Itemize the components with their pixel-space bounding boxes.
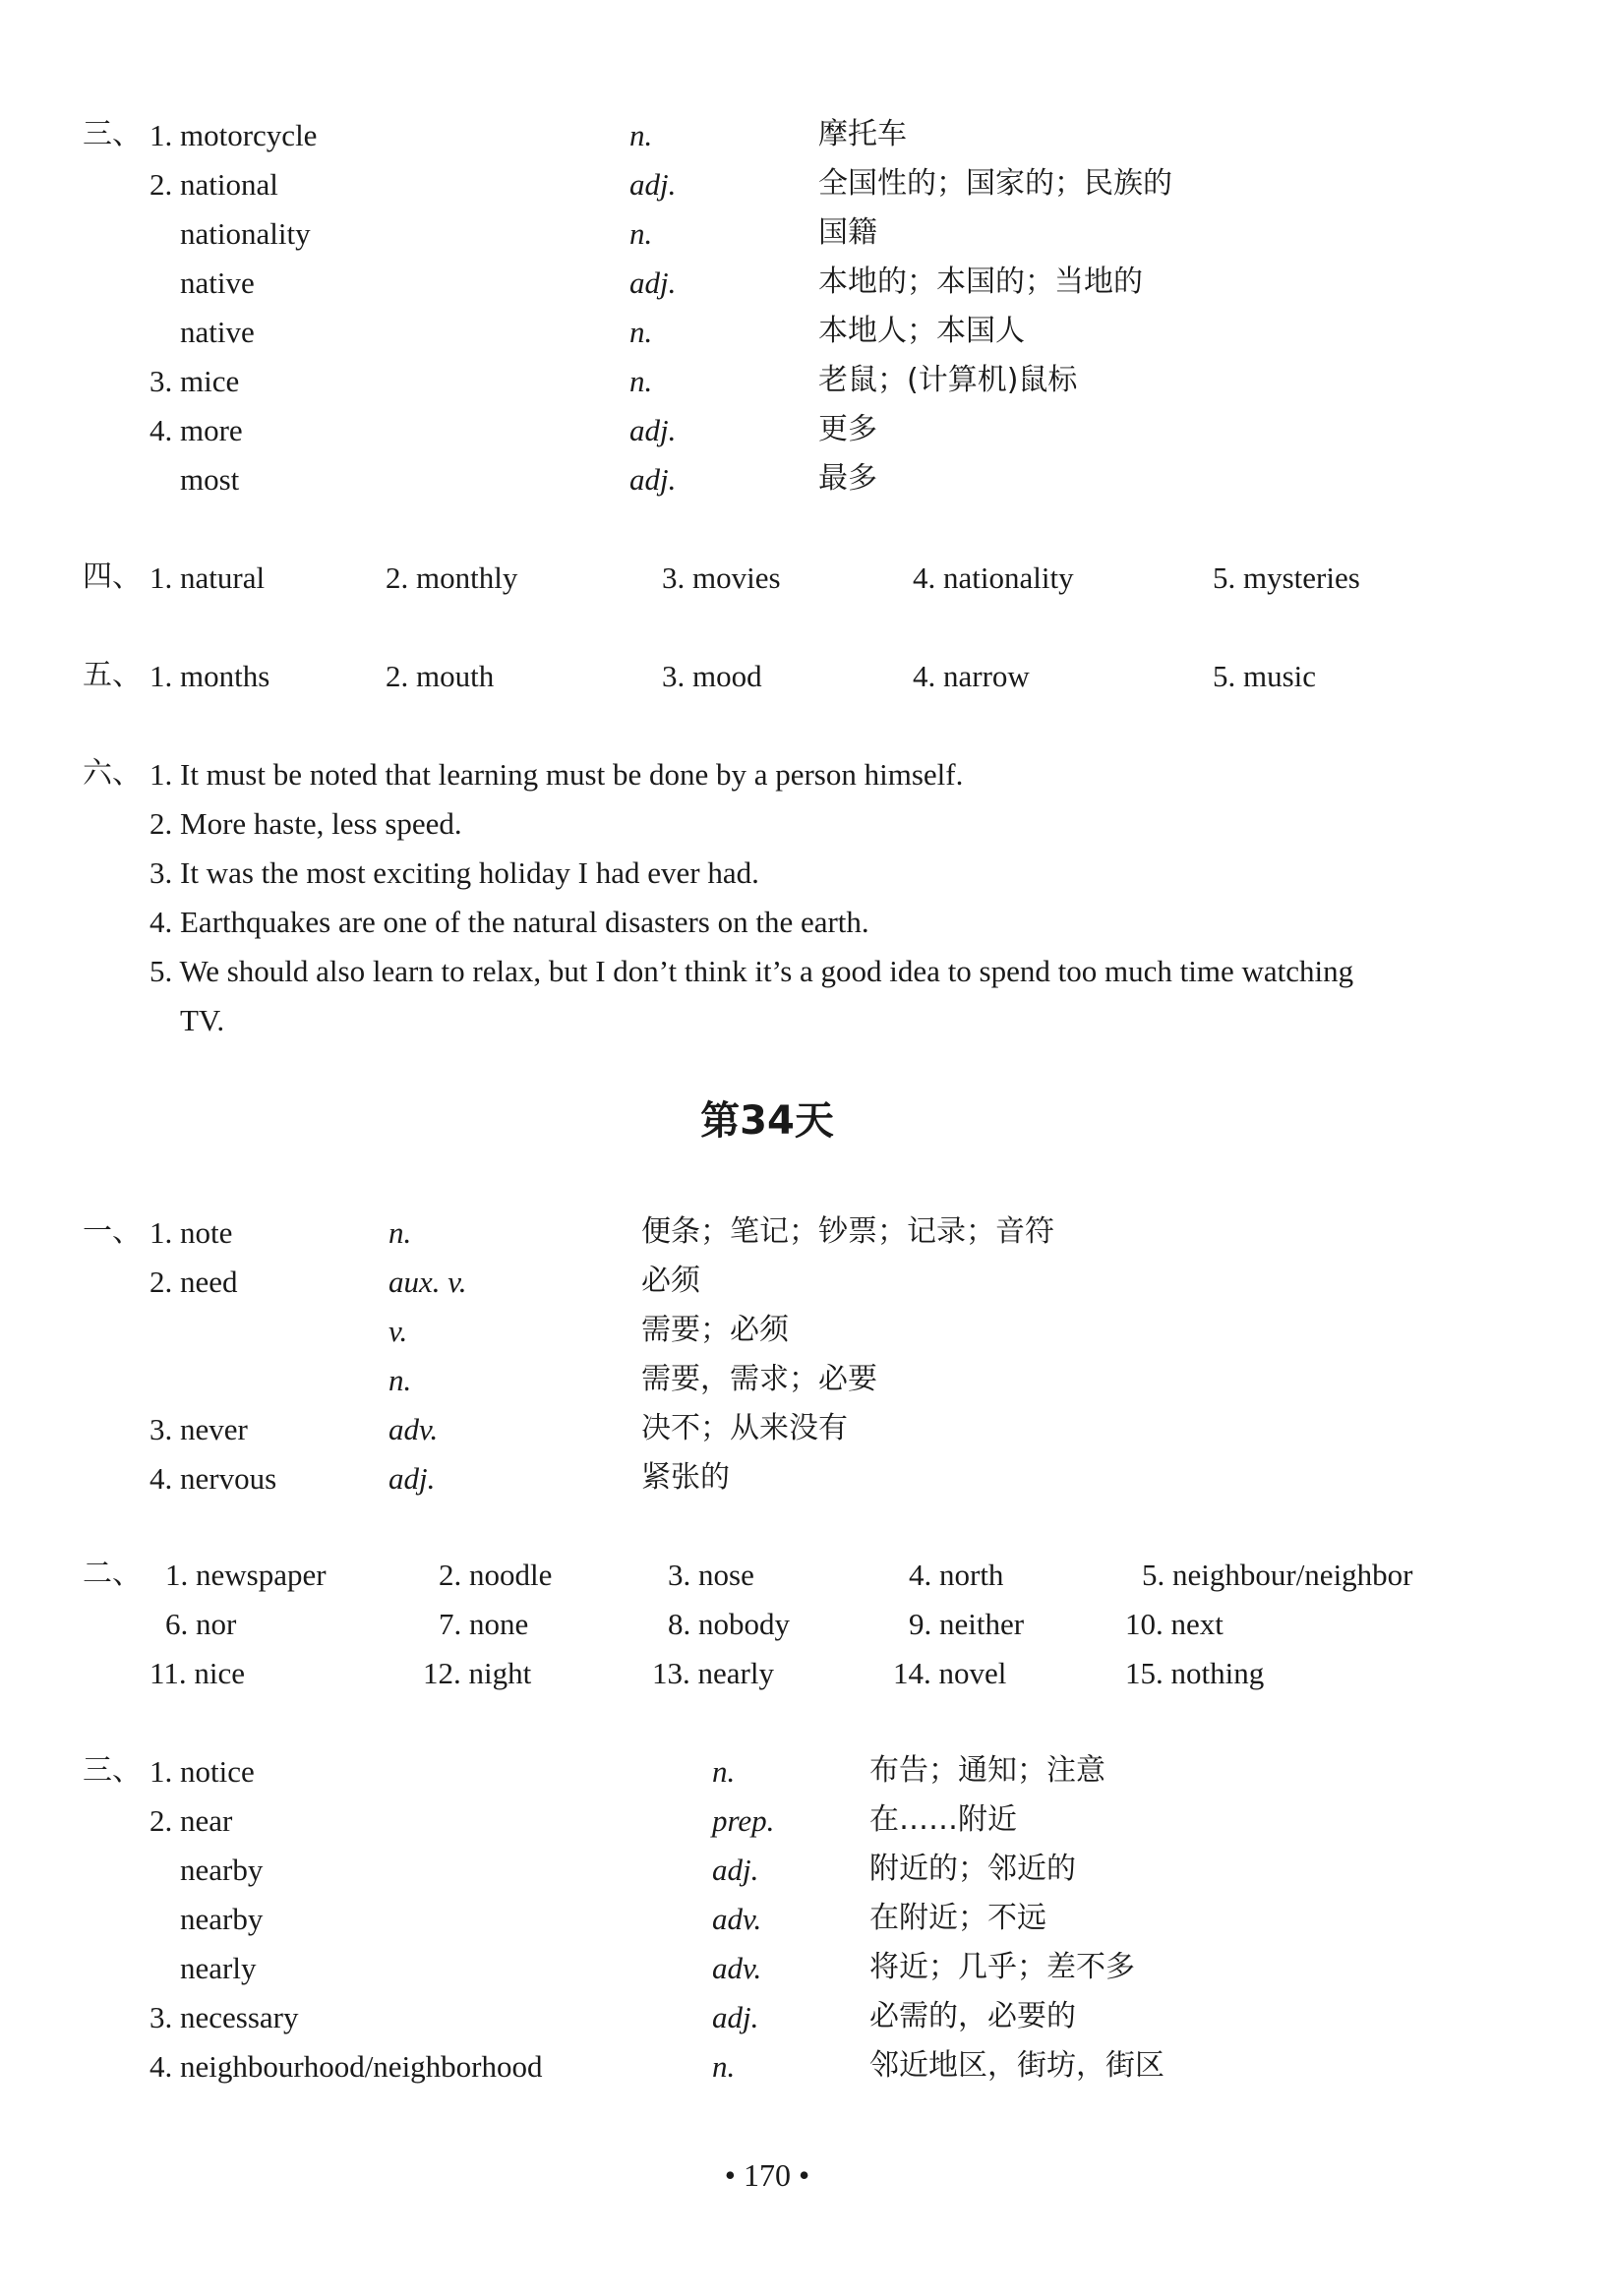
item-number: 4. xyxy=(149,413,173,447)
vocab-word: never xyxy=(180,1412,248,1446)
answer-item: 6. nor xyxy=(165,1607,237,1641)
vocab-row xyxy=(0,1411,1534,1463)
chinese-meaning: 必需的，必要的 xyxy=(869,1999,1076,2033)
vocab-word: nervous xyxy=(180,1461,277,1496)
answer-item: 1. natural xyxy=(149,560,266,595)
part-of-speech: n. xyxy=(712,2049,736,2084)
part-of-speech: n. xyxy=(388,1363,412,1397)
vocab-row xyxy=(0,314,1534,366)
section-label: 一、 xyxy=(83,1214,142,1249)
sentence-text: 3. It was the most exciting holiday I had ever had. xyxy=(149,855,759,890)
answer-item: 4. north xyxy=(909,1558,1004,1592)
vocab-word: nearly xyxy=(180,1951,257,1985)
chinese-meaning: 在附近；不远 xyxy=(869,1901,1046,1935)
answer-item: 11. nice xyxy=(149,1656,245,1690)
section-label: 四、 xyxy=(83,559,142,594)
vocab-row xyxy=(0,461,1534,513)
section-4 xyxy=(0,559,1534,612)
sentence-text: 2. More haste, less speed. xyxy=(149,806,462,841)
answer-item: 5. mysteries xyxy=(1213,560,1360,595)
vocab-word: note xyxy=(180,1215,233,1250)
part-of-speech: adj. xyxy=(629,413,677,447)
vocab-word: nationality xyxy=(180,216,311,251)
vocab-row xyxy=(0,1950,1534,2002)
chinese-meaning: 最多 xyxy=(818,461,877,496)
answer-item: 5. neighbour/neighbor xyxy=(1142,1558,1413,1592)
vocab-row xyxy=(0,412,1534,464)
grid-row xyxy=(0,1609,1534,1658)
vocab-row xyxy=(0,1854,1534,1904)
sentence-line xyxy=(0,756,1534,808)
vocab-word: necessary xyxy=(180,2000,299,2034)
chinese-meaning: 需要；必须 xyxy=(641,1313,789,1347)
section-label: 二、 xyxy=(83,1557,142,1591)
vocab-word: need xyxy=(180,1265,238,1299)
chinese-meaning: 必须 xyxy=(641,1264,700,1298)
part-of-speech: n. xyxy=(712,1754,736,1789)
grid-row xyxy=(0,1557,1534,1609)
sentence-line xyxy=(0,857,1534,907)
chinese-meaning: 布告；通知；注意 xyxy=(869,1753,1105,1788)
item-number: 4. xyxy=(149,2049,173,2084)
answer-item: 14. novel xyxy=(893,1656,1007,1690)
chinese-meaning: 便条；笔记；钞票；记录；音符 xyxy=(641,1214,1054,1249)
answer-item: 2. noodle xyxy=(439,1558,553,1592)
sentence-line xyxy=(0,907,1534,956)
chinese-meaning: 国籍 xyxy=(818,215,877,250)
vocab-word: notice xyxy=(180,1754,255,1789)
answer-item: 1. newspaper xyxy=(165,1558,327,1592)
answer-item: 3. mood xyxy=(662,659,762,693)
item-number: 2. xyxy=(149,167,173,202)
chinese-meaning: 摩托车 xyxy=(818,117,907,151)
item-number: 2. xyxy=(149,1265,173,1299)
part-of-speech: aux. v. xyxy=(388,1265,467,1299)
chinese-meaning: 需要，需求；必要 xyxy=(641,1362,877,1396)
chinese-meaning: 更多 xyxy=(818,412,877,446)
part-of-speech: adj. xyxy=(388,1461,436,1496)
part-of-speech: n. xyxy=(629,364,653,398)
answer-item: 13. nearly xyxy=(652,1656,774,1690)
answer-item: 2. mouth xyxy=(386,659,495,693)
vocab-row xyxy=(0,1214,1534,1266)
item-number: 1. xyxy=(149,1215,173,1250)
chinese-meaning: 紧张的 xyxy=(641,1460,730,1495)
chinese-meaning: 决不；从来没有 xyxy=(641,1411,848,1445)
answer-item: 4. nationality xyxy=(913,560,1074,595)
vocab-word: native xyxy=(180,265,255,300)
chinese-meaning: 将近；几乎；差不多 xyxy=(869,1950,1135,1984)
vocab-word: neighbourhood/neighborhood xyxy=(180,2049,543,2084)
part-of-speech: n. xyxy=(388,1215,412,1250)
section-label: 五、 xyxy=(83,658,142,692)
sentence-text: 5. We should also learn to relax, but I don’t think it’s a good idea to spend too much time watching xyxy=(149,954,1354,988)
vocab-row xyxy=(0,215,1534,267)
chinese-meaning: 在……附近 xyxy=(869,1802,1017,1837)
vocab-row xyxy=(0,363,1534,415)
vocab-word: near xyxy=(180,1803,233,1838)
sentence-line xyxy=(0,1005,1534,1054)
part-of-speech: n. xyxy=(629,216,653,251)
part-of-speech: prep. xyxy=(712,1803,775,1838)
vocab-row xyxy=(0,1999,1534,2051)
item-number: 2. xyxy=(149,1803,173,1838)
part-of-speech: adj. xyxy=(629,462,677,497)
day-title: 第34天 xyxy=(700,1098,834,1144)
chinese-meaning: 本地人；本国人 xyxy=(818,314,1025,348)
part-of-speech: n. xyxy=(629,118,653,152)
vocab-word: most xyxy=(180,462,240,497)
answer-item: 9. neither xyxy=(909,1607,1025,1641)
sentence-text: 4. Earthquakes are one of the natural disasters on the earth. xyxy=(149,905,869,939)
part-of-speech: adj. xyxy=(629,265,677,300)
vocab-word: more xyxy=(180,413,243,447)
section-label: 六、 xyxy=(83,756,142,791)
vocab-row xyxy=(0,1266,1534,1316)
vocab-row xyxy=(0,166,1534,218)
chinese-meaning: 附近的；邻近的 xyxy=(869,1852,1076,1886)
answer-item: 4. narrow xyxy=(913,659,1030,693)
vocab-row xyxy=(0,1460,1534,1512)
answer-item: 8. nobody xyxy=(668,1607,790,1641)
page-number: • 170 • xyxy=(724,2157,810,2193)
grid-row xyxy=(0,1658,1534,1707)
item-number: 1. xyxy=(149,118,173,152)
answer-item: 15. nothing xyxy=(1125,1656,1265,1690)
answer-item: 3. nose xyxy=(668,1558,754,1592)
part-of-speech: n. xyxy=(629,315,653,349)
vocab-row xyxy=(0,267,1534,317)
part-of-speech: adv. xyxy=(712,1951,762,1985)
item-number: 3. xyxy=(149,1412,173,1446)
vocab-row xyxy=(0,1362,1534,1414)
answer-item: 1. months xyxy=(149,659,270,693)
sentence-line xyxy=(0,956,1534,1005)
answer-item: 12. night xyxy=(423,1656,532,1690)
vocab-row xyxy=(0,1901,1534,1953)
sentence-text: 1. It must be noted that learning must be done by a person himself. xyxy=(149,757,964,792)
vocab-word: nearby xyxy=(180,1853,264,1887)
section-label: 三、 xyxy=(83,1753,142,1788)
part-of-speech: adj. xyxy=(712,2000,759,2034)
chinese-meaning: 老鼠；(计算机)鼠标 xyxy=(818,363,1078,397)
part-of-speech: v. xyxy=(388,1314,408,1348)
chinese-meaning: 邻近地区，街坊，街区 xyxy=(869,2048,1164,2083)
item-number: 3. xyxy=(149,364,173,398)
part-of-speech: adj. xyxy=(712,1853,759,1887)
vocab-word: mice xyxy=(180,364,240,398)
chinese-meaning: 全国性的；国家的；民族的 xyxy=(818,166,1172,201)
vocab-row xyxy=(0,1753,1534,1805)
vocab-row xyxy=(0,1802,1534,1854)
answer-item: 5. music xyxy=(1213,659,1317,693)
item-number: 4. xyxy=(149,1461,173,1496)
section-5 xyxy=(0,658,1534,710)
vocab-word: national xyxy=(180,167,278,202)
vocab-row xyxy=(0,117,1534,169)
part-of-speech: adv. xyxy=(712,1902,762,1936)
vocab-row xyxy=(0,1313,1534,1365)
answer-item: 3. movies xyxy=(662,560,781,595)
vocab-word: native xyxy=(180,315,255,349)
item-number: 3. xyxy=(149,2000,173,2034)
answer-item: 7. none xyxy=(439,1607,529,1641)
vocab-row xyxy=(0,2048,1534,2100)
answer-item: 10. next xyxy=(1125,1607,1224,1641)
section-label: 三、 xyxy=(83,117,142,151)
vocab-word: motorcycle xyxy=(180,118,318,152)
part-of-speech: adj. xyxy=(629,167,677,202)
part-of-speech: adv. xyxy=(388,1412,439,1446)
vocab-word: nearby xyxy=(180,1902,264,1936)
sentence-text: TV. xyxy=(180,1003,225,1037)
chinese-meaning: 本地的；本国的；当地的 xyxy=(818,265,1143,299)
answer-item: 2. monthly xyxy=(386,560,518,595)
item-number: 1. xyxy=(149,1754,173,1789)
sentence-line xyxy=(0,808,1534,857)
